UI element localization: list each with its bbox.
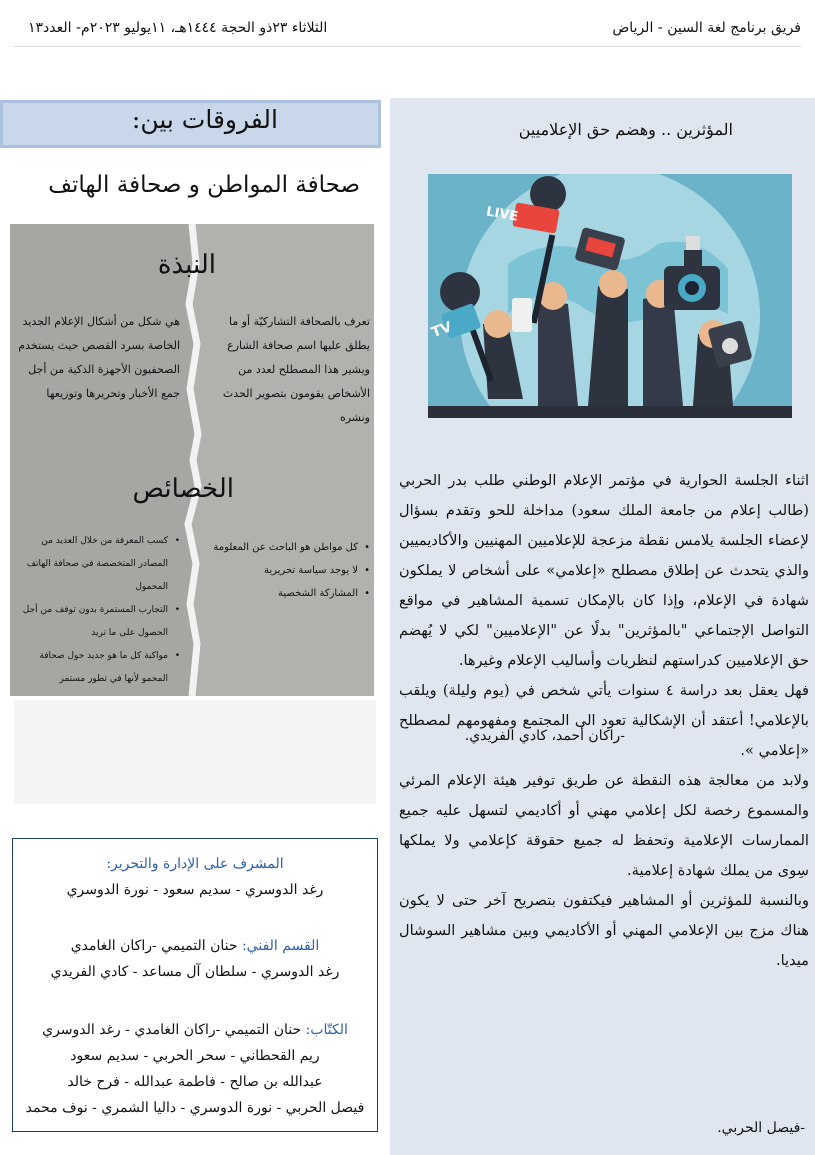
comparison-infographic [10, 224, 374, 696]
supervisor-label: المشرف على الإدارة والتحرير: [106, 856, 284, 872]
technical-label: القسم الفني: [241, 938, 320, 954]
issue-date: الثلاثاء ٢٣ذو الحجة ١٤٤٤هـ، ١١يوليو ٢٠٢٣م- العدد١٣ [28, 20, 328, 36]
writers-line [13, 1017, 377, 1043]
list-item: • لا يوجد سياسة تحريرية [206, 559, 370, 582]
page-header [0, 0, 815, 48]
supervisor-names: رغد الدوسري - سديم سعود - نورة الدوسري [66, 882, 324, 898]
tv-label: TV [429, 319, 455, 342]
header-divider [14, 46, 801, 47]
differences-title: الفروقات بين: [131, 105, 278, 134]
caption-background [14, 700, 376, 804]
team-name: فريق برنامج لغة السين - الرياض [612, 20, 801, 36]
mobile-features-list [14, 530, 180, 691]
torn-paper-divider [180, 224, 204, 696]
comparison-subtitle: صحافة المواطن و صحافة الهاتف [48, 172, 360, 198]
live-label: LIVE [484, 204, 520, 225]
writers-names-2: ريم القحطاني - سحر الحربي - سديم سعود [70, 1048, 320, 1064]
article-author: -فيصل الحربي. [717, 1120, 805, 1136]
writers-names-4: فيصل الحربي - نورة الدوسري - داليا الشمري - نوف محمد [25, 1100, 365, 1116]
mobile-overview-text: هي شكل من أشكال الإعلام الجديد الخاصة بسرد القصص حيث يستخدم الصحفيون الأجهزة الذكية من أجل جمع الأخبار وتحريرها وتوزيعها [18, 315, 180, 400]
article-paragraph: فهل يعقل بعد دراسة ٤ سنوات يأتي شخص في (يوم وليلة) ويلقب بالإعلامي! أعتقد أن الإشكالية تعود الى المجتمع ومفهومهم لمصطلح «إعلامي ». [399, 682, 810, 759]
list-item: • التجارب المستمرة بدون توقف من أجل الحصول على ما تريد [14, 599, 180, 645]
features-heading: الخصائص [132, 474, 234, 504]
list-item: • المشاركة الشخصية [206, 582, 370, 605]
list-item: • كل مواطن هو الباحث عن المعلومة [206, 536, 370, 559]
differences-banner [0, 100, 381, 148]
writers-names: حنان التميمي -راكان الغامدي - رغد الدوسري [42, 1022, 302, 1038]
technical-names-2: رغد الدوسري - سلطان آل مساعد - كادي الفريدي [50, 964, 340, 980]
citizen-overview-text: تعرف بالصحافة التشاركيّة أو ما يطلق عليها اسم صحافة الشارع ويشير هذا المصطلح لعدد من الأشخاص يقومون بتصوير الحدث ونشره [222, 315, 370, 424]
writers-block [13, 1017, 377, 1121]
supervisor-block [13, 851, 377, 903]
citizen-features-list [206, 536, 370, 605]
article-body [399, 466, 809, 976]
article-paragraph: وبالنسبة للمؤثرين أو المشاهير فيكتفون بتصريح آخر حتى لا يكون هناك مزج بين الإعلامي المهني أو الأكاديمي وبين مشاهير السوشال ميديا. [399, 892, 809, 969]
citizen-journalism-panel [196, 224, 374, 696]
technical-line [13, 933, 377, 959]
list-item: • مواكبة كل ما هو جديد حول صحافة المحمو لأنها في تطور مستمر [14, 645, 180, 691]
microphones-graphic [428, 174, 792, 418]
article-paragraph: ولابد من معالجة هذه النقطة عن طريق توفير هيئة الإعلام المرئي والمسموع رخصة لكل إعلامي مهني أو أكاديمي لتسهل عليه جميع الممارسات الإعلامية وتحفظ له جميع حقوقة كإعلامي ولا يملكها سِوى من يملك شهادة إعلامية. [399, 772, 809, 879]
technical-names: حنان التميمي -راكان الغامدي [70, 938, 238, 954]
article-title: المؤثرين .. وهضم حق الإعلاميين [518, 120, 733, 139]
technical-block [13, 933, 377, 985]
article-paragraph: اثناء الجلسة الحوارية في مؤتمر الإعلام الوطني طلب بدر الحربي (طالب إعلام من جامعة الملك سعود) مداخلة للحو وتقدم بسؤال لإعضاء الجلسة يلامس نقطة مزعجة للإعلاميين المهنيين والأكاديميين والذي يتحدث عن إطلاق مصطلح «إعلامي» على أشخاص لا يملكون شهادة في الإعلام، وإذا كان بالإمكان تسمية المشاهير في مواقع التواصل الإجتماعي "بالمؤثرين" بدلًا عن "الإعلاميين" لكي لا يُهضم حق الإعلاميين كدراستهم لنظريات وأساليب الإعلام وغيرها. [399, 472, 809, 669]
writers-names-3: عبدالله بن صالح - فاطمة عبدالله - فرح خالد [67, 1074, 323, 1090]
writers-label: الكتّاب: [305, 1022, 348, 1038]
press-microphones-illustration [428, 174, 792, 418]
credits-box [12, 838, 378, 1132]
infographic-authors: -راكان أحمد، كادي الفريدي. [464, 728, 625, 744]
article-column [390, 98, 815, 1155]
list-item: • كسب المعرفة من خلال العديد من المصادر المتخصصة في صحافة الهاتف المحمول [14, 530, 180, 599]
overview-heading: النبذة [157, 250, 216, 280]
